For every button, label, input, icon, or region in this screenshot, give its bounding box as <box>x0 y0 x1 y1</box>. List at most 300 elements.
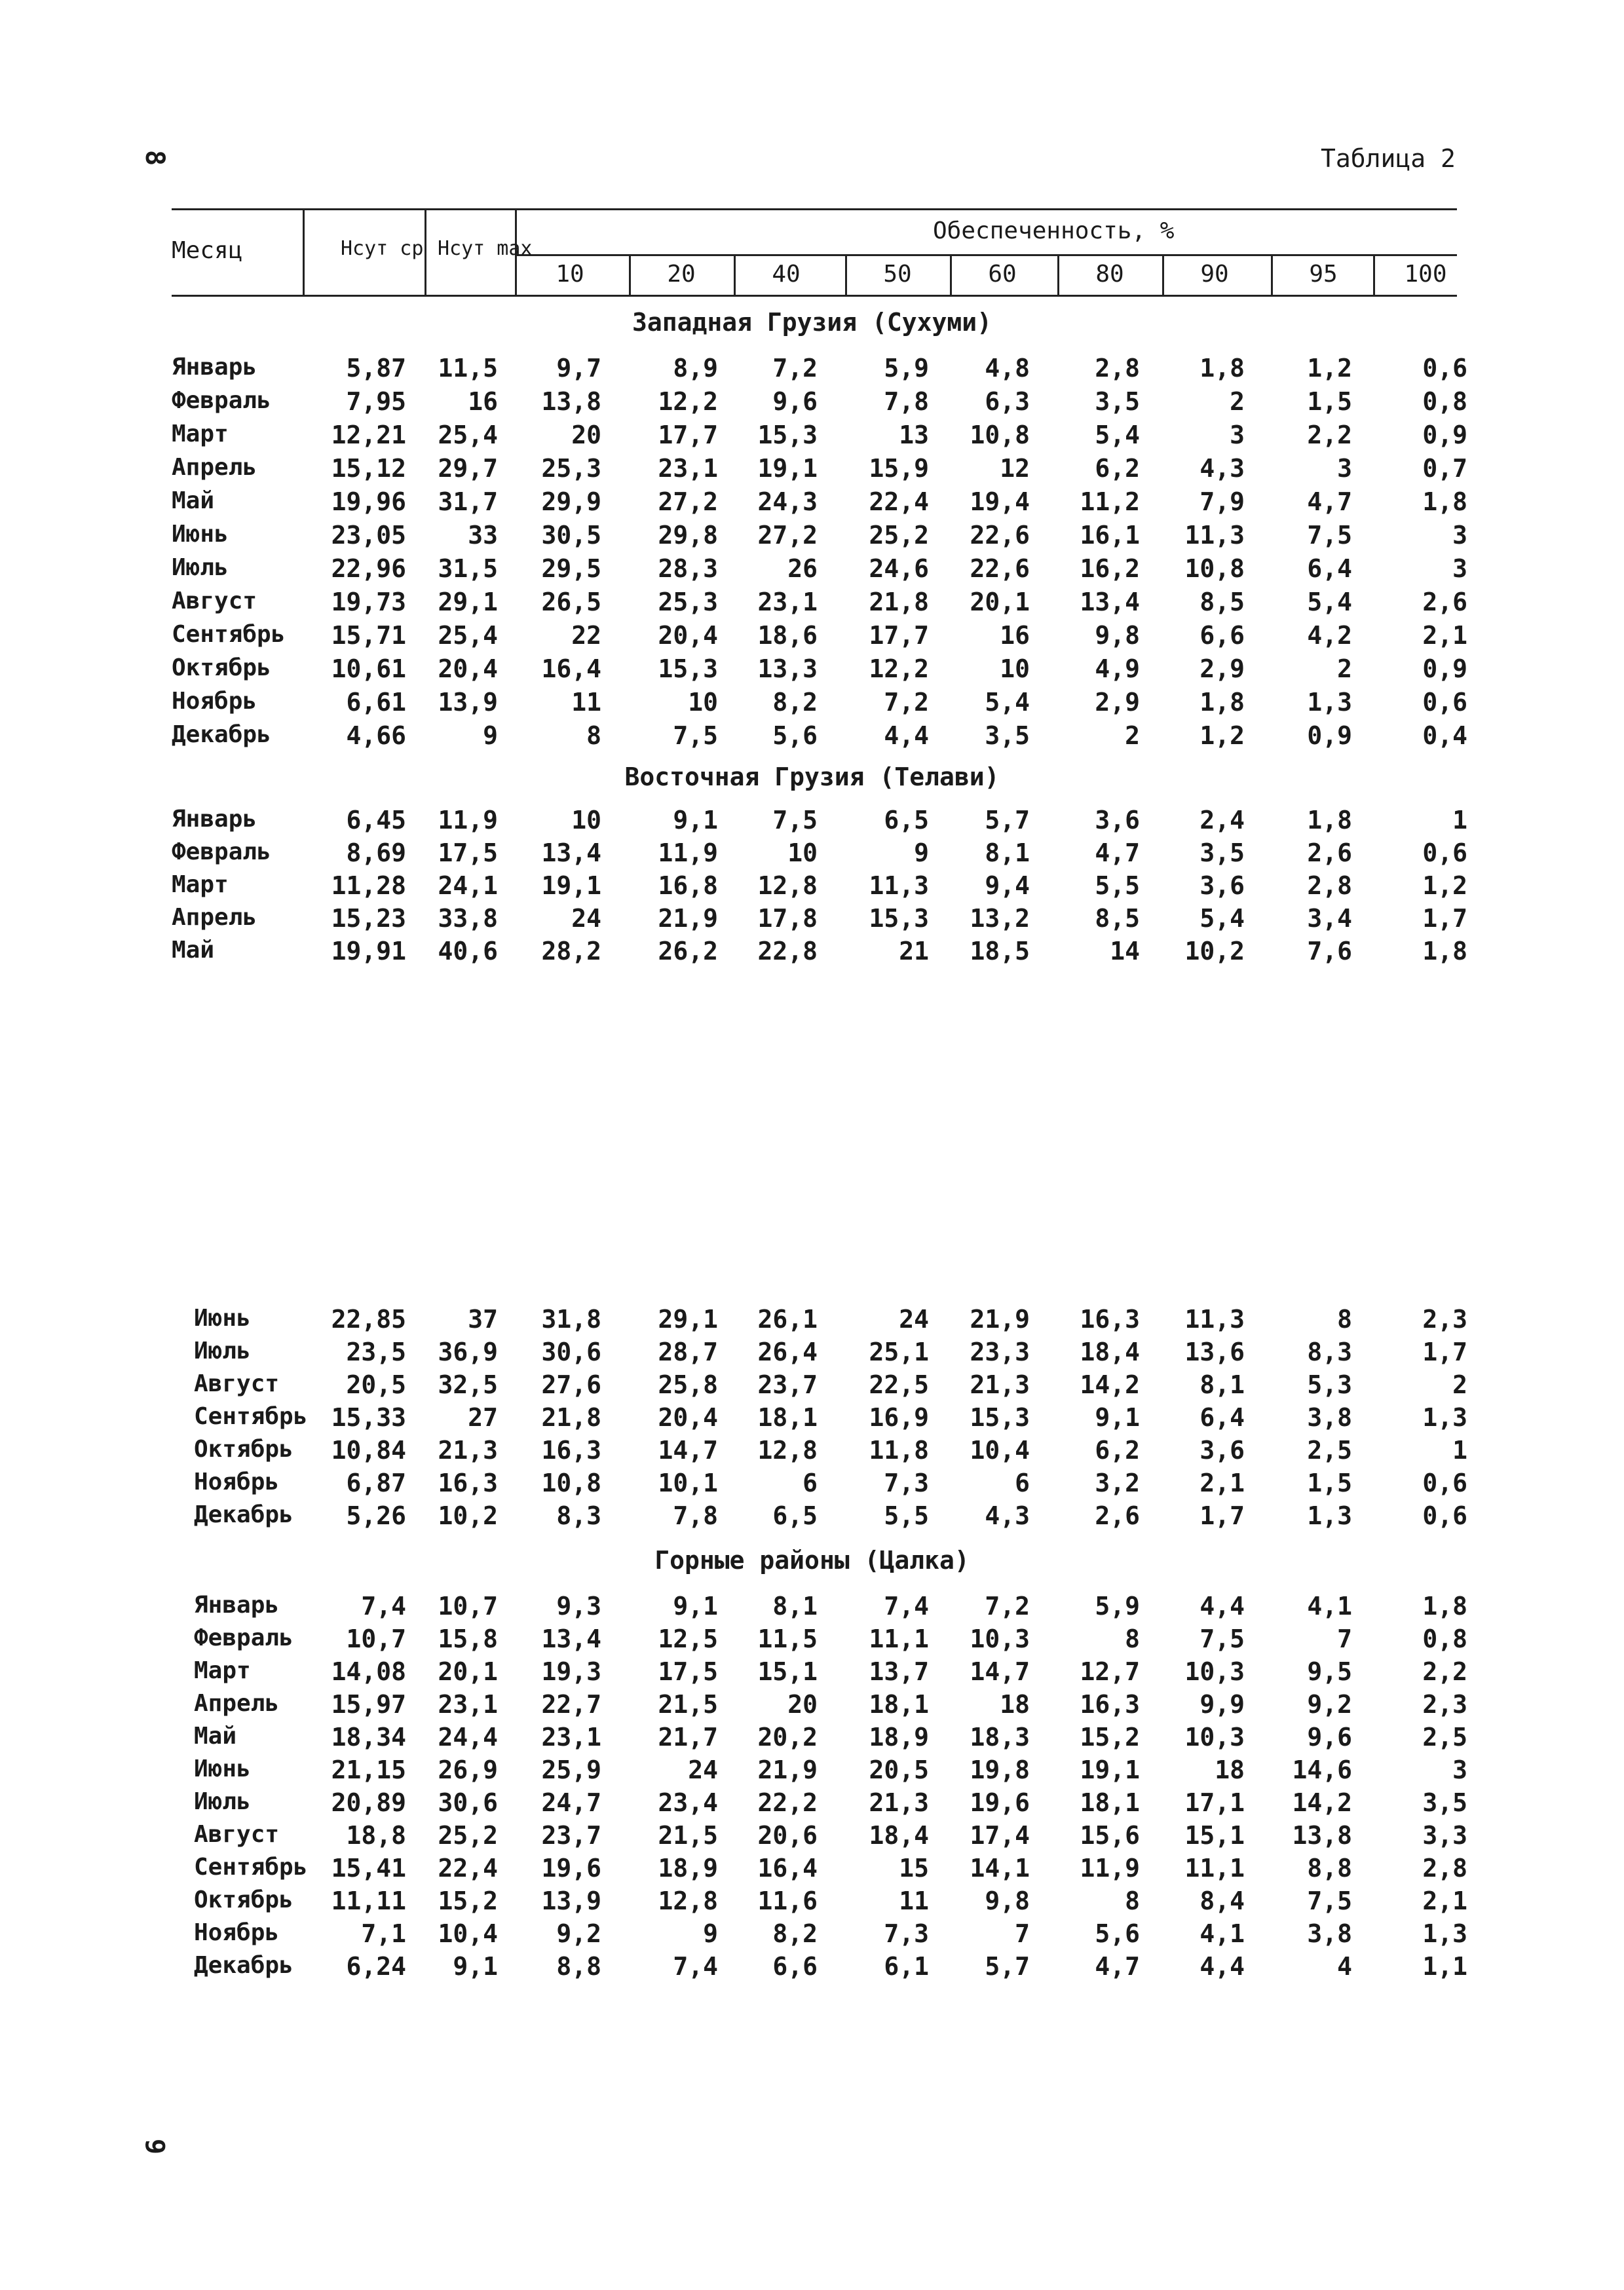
table-row <box>0 354 1624 386</box>
value-cell: 19,96 <box>331 487 406 516</box>
value-cell: 7,8 <box>884 387 929 416</box>
value-cell: 21,15 <box>331 1755 406 1784</box>
value-cell: 13,4 <box>541 1624 601 1653</box>
value-cell: 7,2 <box>772 354 818 383</box>
table-row <box>0 1723 1624 1755</box>
table-row <box>0 1501 1624 1534</box>
value-cell: 7,1 <box>361 1919 406 1948</box>
value-cell: 6,4 <box>1307 554 1352 583</box>
value-cell: 0,6 <box>1422 688 1467 717</box>
value-cell: 25,8 <box>658 1370 718 1399</box>
value-cell: 16,8 <box>658 871 718 900</box>
value-cell: 19,1 <box>541 871 601 900</box>
value-cell: 5,6 <box>1095 1919 1140 1948</box>
value-cell: 15,97 <box>331 1690 406 1719</box>
value-cell: 6,2 <box>1095 454 1140 483</box>
value-cell: 15,71 <box>331 621 406 650</box>
header-percent: 60 <box>988 261 1017 288</box>
value-cell: 16,3 <box>1080 1305 1140 1334</box>
value-cell: 15 <box>899 1854 929 1883</box>
month-label: Август <box>172 588 257 614</box>
month-label: Май <box>172 487 215 514</box>
value-cell: 10,3 <box>970 1624 1030 1653</box>
value-cell: 5,9 <box>1095 1592 1140 1621</box>
value-cell: 22 <box>571 621 601 650</box>
value-cell: 16,3 <box>1080 1690 1140 1719</box>
month-label: Май <box>172 937 215 964</box>
value-cell: 21,9 <box>970 1305 1030 1334</box>
value-cell: 16,4 <box>757 1854 818 1883</box>
table-row <box>0 621 1624 654</box>
header-divider <box>845 254 847 295</box>
value-cell: 29,9 <box>541 487 601 516</box>
value-cell: 16,3 <box>438 1469 498 1497</box>
section-title: Горные районы (Цалка) <box>654 1546 970 1575</box>
value-cell: 5,6 <box>772 721 818 750</box>
value-cell: 0,9 <box>1307 721 1352 750</box>
value-cell: 25,1 <box>869 1338 929 1366</box>
value-cell: 10,2 <box>1184 937 1245 966</box>
value-cell: 2,8 <box>1307 871 1352 900</box>
value-cell: 13,8 <box>541 387 601 416</box>
month-label: Июль <box>194 1788 251 1815</box>
table-row <box>0 1305 1624 1338</box>
value-cell: 7,95 <box>346 387 406 416</box>
value-cell: 13,9 <box>541 1886 601 1915</box>
month-label: Июнь <box>194 1755 251 1782</box>
value-cell: 4,2 <box>1307 621 1352 650</box>
value-cell: 19,73 <box>331 588 406 616</box>
value-cell: 19,6 <box>541 1854 601 1883</box>
value-cell: 24,1 <box>438 871 498 900</box>
value-cell: 23,3 <box>970 1338 1030 1366</box>
value-cell: 1,7 <box>1422 1338 1467 1366</box>
value-cell: 25,2 <box>438 1821 498 1850</box>
value-cell: 1,3 <box>1307 1501 1352 1530</box>
value-cell: 30,5 <box>541 521 601 550</box>
header-percent: 90 <box>1200 261 1229 288</box>
value-cell: 20,6 <box>757 1821 818 1850</box>
month-label: Декабрь <box>194 1952 293 1979</box>
value-cell: 9,2 <box>1307 1690 1352 1719</box>
value-cell: 2,4 <box>1199 806 1245 835</box>
value-cell: 20,1 <box>438 1657 498 1686</box>
header-divider <box>303 208 305 295</box>
value-cell: 19,4 <box>970 487 1030 516</box>
value-cell: 4,8 <box>985 354 1030 383</box>
value-cell: 14,08 <box>331 1657 406 1686</box>
month-label: Декабрь <box>172 721 271 748</box>
header-month: Месяц <box>172 237 243 264</box>
month-label: Июль <box>172 554 229 581</box>
value-cell: 16 <box>468 387 498 416</box>
value-cell: 20 <box>787 1690 818 1719</box>
value-cell: 10,8 <box>970 421 1030 449</box>
header-supply: Обеспеченность, % <box>933 217 1175 244</box>
value-cell: 27,6 <box>541 1370 601 1399</box>
value-cell: 5,26 <box>346 1501 406 1530</box>
value-cell: 25,4 <box>438 421 498 449</box>
value-cell: 6,61 <box>346 688 406 717</box>
value-cell: 8,1 <box>985 838 1030 867</box>
value-cell: 40,6 <box>438 937 498 966</box>
month-label: Октябрь <box>194 1436 293 1463</box>
value-cell: 0,6 <box>1422 354 1467 383</box>
header-percent: 50 <box>883 261 912 288</box>
value-cell: 3 <box>1452 1755 1467 1784</box>
value-cell: 19,1 <box>757 454 818 483</box>
header-divider <box>1057 254 1059 295</box>
value-cell: 17,7 <box>869 621 929 650</box>
month-label: Февраль <box>194 1624 293 1651</box>
value-cell: 5,9 <box>884 354 929 383</box>
table-row <box>0 1469 1624 1501</box>
value-cell: 3 <box>1337 454 1352 483</box>
value-cell: 2 <box>1337 654 1352 683</box>
month-label: Август <box>194 1821 280 1848</box>
value-cell: 10 <box>571 806 601 835</box>
value-cell: 5,5 <box>1095 871 1140 900</box>
value-cell: 6 <box>803 1469 818 1497</box>
value-cell: 15,2 <box>1080 1723 1140 1752</box>
value-cell: 7,5 <box>1307 521 1352 550</box>
value-cell: 3,5 <box>985 721 1030 750</box>
value-cell: 26,1 <box>757 1305 818 1334</box>
table-row <box>0 721 1624 754</box>
month-label: Февраль <box>172 838 271 865</box>
month-label: Февраль <box>172 387 271 414</box>
value-cell: 7,8 <box>673 1501 718 1530</box>
value-cell: 9,6 <box>772 387 818 416</box>
value-cell: 20,89 <box>331 1788 406 1817</box>
value-cell: 24 <box>688 1755 718 1784</box>
value-cell: 19,1 <box>1080 1755 1140 1784</box>
value-cell: 7,9 <box>1199 487 1245 516</box>
value-cell: 15,6 <box>1080 1821 1140 1850</box>
value-cell: 8 <box>1125 1886 1140 1915</box>
value-cell: 20,4 <box>438 654 498 683</box>
value-cell: 23,7 <box>757 1370 818 1399</box>
value-cell: 13 <box>899 421 929 449</box>
table-row <box>0 937 1624 969</box>
value-cell: 4,4 <box>1199 1952 1245 1981</box>
value-cell: 8,2 <box>772 1919 818 1948</box>
value-cell: 7,6 <box>1307 937 1352 966</box>
header-divider <box>425 208 426 295</box>
value-cell: 9,2 <box>556 1919 601 1948</box>
value-cell: 23,7 <box>541 1821 601 1850</box>
value-cell: 1,2 <box>1199 721 1245 750</box>
value-cell: 7,4 <box>361 1592 406 1621</box>
table-row <box>0 1755 1624 1788</box>
value-cell: 8,8 <box>1307 1854 1352 1883</box>
value-cell: 10 <box>688 688 718 717</box>
value-cell: 2,5 <box>1307 1436 1352 1465</box>
value-cell: 11,9 <box>1080 1854 1140 1883</box>
value-cell: 18,1 <box>1080 1788 1140 1817</box>
value-cell: 0,6 <box>1422 838 1467 867</box>
value-cell: 11,5 <box>757 1624 818 1653</box>
table-row <box>0 387 1624 420</box>
value-cell: 7 <box>1015 1919 1030 1948</box>
value-cell: 30,6 <box>541 1338 601 1366</box>
value-cell: 30,6 <box>438 1788 498 1817</box>
table-row <box>0 1788 1624 1821</box>
value-cell: 12,5 <box>658 1624 718 1653</box>
value-cell: 0,6 <box>1422 1501 1467 1530</box>
value-cell: 2,3 <box>1422 1305 1467 1334</box>
value-cell: 12,2 <box>869 654 929 683</box>
value-cell: 8,9 <box>673 354 718 383</box>
value-cell: 11 <box>899 1886 929 1915</box>
value-cell: 21,8 <box>541 1403 601 1432</box>
value-cell: 25,3 <box>541 454 601 483</box>
table-row <box>0 1821 1624 1854</box>
value-cell: 5,7 <box>985 1952 1030 1981</box>
table-row <box>0 1403 1624 1436</box>
value-cell: 4,66 <box>346 721 406 750</box>
value-cell: 3 <box>1452 521 1467 550</box>
value-cell: 21,5 <box>658 1821 718 1850</box>
value-cell: 3,3 <box>1422 1821 1467 1850</box>
value-cell: 17,5 <box>658 1657 718 1686</box>
value-cell: 12,21 <box>331 421 406 449</box>
value-cell: 9,9 <box>1199 1690 1245 1719</box>
value-cell: 1,8 <box>1199 688 1245 717</box>
value-cell: 7,5 <box>772 806 818 835</box>
value-cell: 15,9 <box>869 454 929 483</box>
value-cell: 10,4 <box>438 1919 498 1948</box>
value-cell: 14,7 <box>970 1657 1030 1686</box>
value-cell: 12 <box>1000 454 1030 483</box>
value-cell: 26,4 <box>757 1338 818 1366</box>
value-cell: 23,1 <box>541 1723 601 1752</box>
value-cell: 2,1 <box>1422 621 1467 650</box>
value-cell: 0,9 <box>1422 654 1467 683</box>
page-number-bottom: 9 <box>140 2138 170 2155</box>
table-caption: Таблица 2 <box>1321 144 1456 173</box>
value-cell: 2 <box>1452 1370 1467 1399</box>
table-row <box>0 487 1624 520</box>
month-label: Июнь <box>194 1305 251 1332</box>
table-row <box>0 1919 1624 1952</box>
value-cell: 13,3 <box>757 654 818 683</box>
value-cell: 18,3 <box>970 1723 1030 1752</box>
value-cell: 26,9 <box>438 1755 498 1784</box>
value-cell: 2,6 <box>1095 1501 1140 1530</box>
value-cell: 17,4 <box>970 1821 1030 1850</box>
value-cell: 10,3 <box>1184 1657 1245 1686</box>
value-cell: 4,3 <box>1199 454 1245 483</box>
value-cell: 6 <box>1015 1469 1030 1497</box>
value-cell: 4,7 <box>1095 1952 1140 1981</box>
month-label: Январь <box>172 354 257 381</box>
value-cell: 21,5 <box>658 1690 718 1719</box>
value-cell: 23,4 <box>658 1788 718 1817</box>
value-cell: 18 <box>1215 1755 1245 1784</box>
value-cell: 7,5 <box>1199 1624 1245 1653</box>
value-cell: 15,33 <box>331 1403 406 1432</box>
value-cell: 24 <box>899 1305 929 1334</box>
value-cell: 7 <box>1337 1624 1352 1653</box>
value-cell: 16,9 <box>869 1403 929 1432</box>
value-cell: 11,2 <box>1080 487 1140 516</box>
month-label: Март <box>194 1657 251 1684</box>
value-cell: 21,3 <box>869 1788 929 1817</box>
value-cell: 11,9 <box>658 838 718 867</box>
value-cell: 8,3 <box>1307 1338 1352 1366</box>
value-cell: 13,6 <box>1184 1338 1245 1366</box>
table-row <box>0 806 1624 838</box>
value-cell: 5,4 <box>1199 904 1245 933</box>
value-cell: 24,7 <box>541 1788 601 1817</box>
value-cell: 11,1 <box>869 1624 929 1653</box>
value-cell: 6,5 <box>772 1501 818 1530</box>
value-cell: 6,6 <box>772 1952 818 1981</box>
value-cell: 21,8 <box>869 588 929 616</box>
month-label: Октябрь <box>172 654 271 681</box>
value-cell: 3,5 <box>1199 838 1245 867</box>
value-cell: 18,5 <box>970 937 1030 966</box>
value-cell: 1,8 <box>1307 806 1352 835</box>
month-label: Январь <box>172 806 257 833</box>
value-cell: 10,84 <box>331 1436 406 1465</box>
value-cell: 11,5 <box>438 354 498 383</box>
value-cell: 4 <box>1337 1952 1352 1981</box>
value-cell: 21 <box>899 937 929 966</box>
table-row <box>0 1370 1624 1403</box>
value-cell: 1,7 <box>1199 1501 1245 1530</box>
value-cell: 15,3 <box>757 421 818 449</box>
value-cell: 12,8 <box>658 1886 718 1915</box>
value-cell: 16,4 <box>541 654 601 683</box>
table-row <box>0 554 1624 587</box>
value-cell: 24,4 <box>438 1723 498 1752</box>
value-cell: 18,6 <box>757 621 818 650</box>
value-cell: 4,4 <box>1199 1592 1245 1621</box>
value-cell: 9,4 <box>985 871 1030 900</box>
value-cell: 9,1 <box>453 1952 498 1981</box>
value-cell: 1,2 <box>1422 871 1467 900</box>
value-cell: 15,12 <box>331 454 406 483</box>
header-percent: 40 <box>772 261 801 288</box>
value-cell: 2,2 <box>1422 1657 1467 1686</box>
value-cell: 19,91 <box>331 937 406 966</box>
month-label: Сентябрь <box>194 1403 308 1430</box>
month-label: Апрель <box>172 454 257 481</box>
value-cell: 10,1 <box>658 1469 718 1497</box>
value-cell: 1,3 <box>1422 1403 1467 1432</box>
header-top-rule <box>172 208 1457 210</box>
month-label: Декабрь <box>194 1501 293 1528</box>
value-cell: 2 <box>1230 387 1245 416</box>
value-cell: 21,9 <box>658 904 718 933</box>
value-cell: 15,23 <box>331 904 406 933</box>
value-cell: 1,3 <box>1422 1919 1467 1948</box>
value-cell: 10,8 <box>1184 554 1245 583</box>
value-cell: 24 <box>571 904 601 933</box>
value-cell: 18,9 <box>869 1723 929 1752</box>
value-cell: 13,4 <box>541 838 601 867</box>
value-cell: 0,8 <box>1422 1624 1467 1653</box>
value-cell: 18,9 <box>658 1854 718 1883</box>
value-cell: 23,1 <box>757 588 818 616</box>
value-cell: 31,5 <box>438 554 498 583</box>
value-cell: 22,4 <box>438 1854 498 1883</box>
value-cell: 5,3 <box>1307 1370 1352 1399</box>
value-cell: 9,1 <box>673 1592 718 1621</box>
value-cell: 8,4 <box>1199 1886 1245 1915</box>
value-cell: 21,9 <box>757 1755 818 1784</box>
value-cell: 20,1 <box>970 588 1030 616</box>
value-cell: 0,7 <box>1422 454 1467 483</box>
value-cell: 8,5 <box>1095 904 1140 933</box>
month-label: Ноябрь <box>172 688 257 715</box>
table-row <box>0 871 1624 904</box>
value-cell: 6,1 <box>884 1952 929 1981</box>
value-cell: 3,8 <box>1307 1403 1352 1432</box>
value-cell: 3,6 <box>1199 1436 1245 1465</box>
value-cell: 19,8 <box>970 1755 1030 1784</box>
value-cell: 11,11 <box>331 1886 406 1915</box>
value-cell: 7,2 <box>985 1592 1030 1621</box>
value-cell: 6,87 <box>346 1469 406 1497</box>
value-cell: 7,4 <box>884 1592 929 1621</box>
value-cell: 10,7 <box>438 1592 498 1621</box>
table-row <box>0 1338 1624 1370</box>
month-label: Март <box>172 421 229 447</box>
value-cell: 1,5 <box>1307 1469 1352 1497</box>
value-cell: 15,2 <box>438 1886 498 1915</box>
value-cell: 33,8 <box>438 904 498 933</box>
value-cell: 11,9 <box>438 806 498 835</box>
value-cell: 18,1 <box>869 1690 929 1719</box>
value-cell: 7,4 <box>673 1952 718 1981</box>
table-row <box>0 904 1624 937</box>
value-cell: 3 <box>1230 421 1245 449</box>
header-divider <box>1162 254 1164 295</box>
value-cell: 14,2 <box>1292 1788 1352 1817</box>
value-cell: 19,3 <box>541 1657 601 1686</box>
value-cell: 19,6 <box>970 1788 1030 1817</box>
value-cell: 28,7 <box>658 1338 718 1366</box>
value-cell: 22,7 <box>541 1690 601 1719</box>
value-cell: 1,8 <box>1422 487 1467 516</box>
month-label: Октябрь <box>194 1886 293 1913</box>
value-cell: 2,3 <box>1422 1690 1467 1719</box>
value-cell: 1,3 <box>1307 688 1352 717</box>
value-cell: 13,9 <box>438 688 498 717</box>
value-cell: 18,4 <box>869 1821 929 1850</box>
value-cell: 3,4 <box>1307 904 1352 933</box>
value-cell: 3,6 <box>1095 806 1140 835</box>
value-cell: 4,7 <box>1307 487 1352 516</box>
value-cell: 4,4 <box>884 721 929 750</box>
value-cell: 4,1 <box>1307 1592 1352 1621</box>
value-cell: 7,5 <box>1307 1886 1352 1915</box>
value-cell: 27,2 <box>658 487 718 516</box>
value-cell: 3,6 <box>1199 871 1245 900</box>
value-cell: 15,1 <box>1184 1821 1245 1850</box>
value-cell: 13,7 <box>869 1657 929 1686</box>
value-cell: 16,1 <box>1080 521 1140 550</box>
value-cell: 12,2 <box>658 387 718 416</box>
header-h-max: Hсут max <box>438 237 533 260</box>
value-cell: 3,2 <box>1095 1469 1140 1497</box>
value-cell: 10,4 <box>970 1436 1030 1465</box>
header-divider <box>950 254 952 295</box>
table-row <box>0 1657 1624 1690</box>
